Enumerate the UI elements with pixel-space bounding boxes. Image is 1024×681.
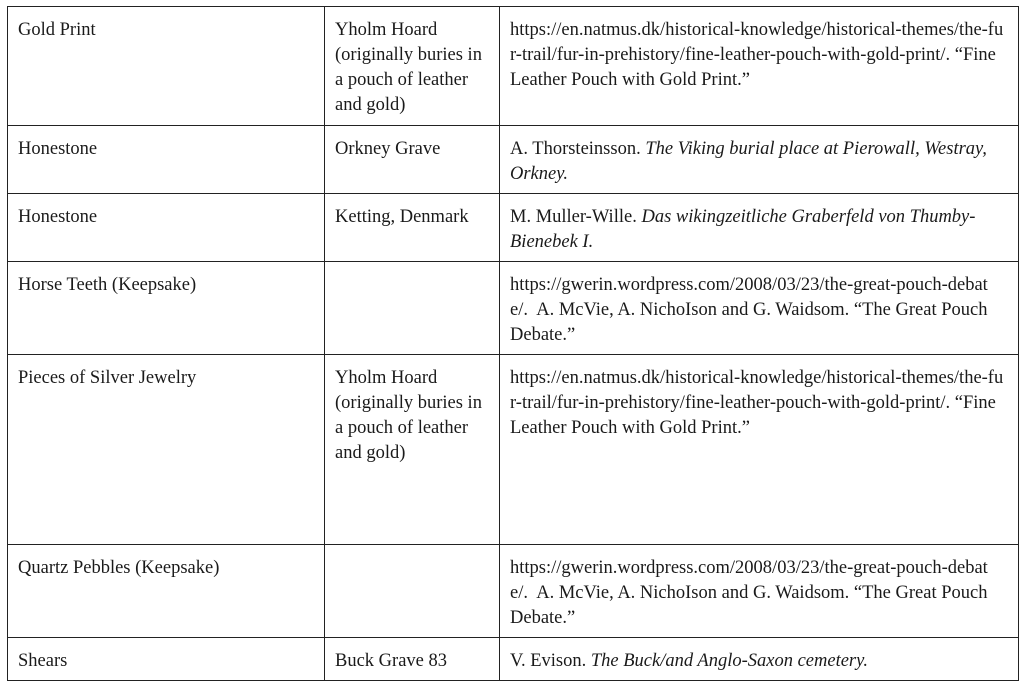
source-title: “The Great Pouch Debate.” bbox=[510, 583, 988, 628]
source-author: A. Thorsteinsson. bbox=[510, 139, 641, 159]
source-cell bbox=[500, 545, 1019, 638]
item-cell: Shears bbox=[8, 638, 325, 681]
location-cell bbox=[325, 262, 500, 355]
source-author: A. McVie, A. NichoIson and G. Waidsom. bbox=[536, 300, 850, 320]
source-title: “The Great Pouch Debate.” bbox=[510, 300, 988, 345]
location-cell: Yholm Hoard (originally buries in a pouch of leather and gold) bbox=[325, 7, 500, 126]
source-cell bbox=[500, 638, 1019, 681]
source-title: The Viking burial place at Pierowall, Westray, Orkney. bbox=[510, 139, 987, 184]
source-title: Das wikingzeitliche Graberfeld von Thumby-Bienebek I. bbox=[510, 207, 976, 252]
source-author: M. Muller-Wille. bbox=[510, 207, 637, 227]
references-table bbox=[7, 6, 1019, 681]
source-cell bbox=[500, 262, 1019, 355]
source-title: “Fine Leather Pouch with Gold Print.” bbox=[510, 393, 996, 438]
source-cell bbox=[500, 194, 1019, 262]
location-cell: Ketting, Denmark bbox=[325, 194, 500, 262]
table-row bbox=[8, 7, 1019, 126]
source-url: https://en.natmus.dk/historical-knowledge/historical-themes/the-fur-trail/fur-in-prehistory/fine-leather-pouch-with-gold-print/. bbox=[510, 20, 1004, 65]
item-cell: Honestone bbox=[8, 194, 325, 262]
item-cell: Horse Teeth (Keepsake) bbox=[8, 262, 325, 355]
location-cell: Yholm Hoard (originally buries in a pouch of leather and gold) bbox=[325, 355, 500, 545]
location-cell bbox=[325, 545, 500, 638]
table-row bbox=[8, 355, 1019, 545]
table-row bbox=[8, 545, 1019, 638]
source-author: V. Evison. bbox=[510, 651, 587, 671]
table-row bbox=[8, 194, 1019, 262]
source-url: https://gwerin.wordpress.com/2008/03/23/the-great-pouch-debate/. bbox=[510, 275, 988, 320]
location-cell: Buck Grave 83 bbox=[325, 638, 500, 681]
table-row bbox=[8, 638, 1019, 681]
item-cell: Quartz Pebbles (Keepsake) bbox=[8, 545, 325, 638]
source-cell bbox=[500, 355, 1019, 545]
source-title: “Fine Leather Pouch with Gold Print.” bbox=[510, 45, 996, 90]
item-cell: Honestone bbox=[8, 126, 325, 194]
source-title: The Buck/and Anglo-Saxon cemetery. bbox=[590, 651, 868, 671]
source-author: A. McVie, A. NichoIson and G. Waidsom. bbox=[536, 583, 850, 603]
table-row bbox=[8, 126, 1019, 194]
item-cell: Pieces of Silver Jewelry bbox=[8, 355, 325, 545]
source-cell bbox=[500, 7, 1019, 126]
source-url: https://gwerin.wordpress.com/2008/03/23/the-great-pouch-debate/. bbox=[510, 558, 988, 603]
location-cell: Orkney Grave bbox=[325, 126, 500, 194]
table-row bbox=[8, 262, 1019, 355]
item-cell: Gold Print bbox=[8, 7, 325, 126]
source-url: https://en.natmus.dk/historical-knowledge/historical-themes/the-fur-trail/fur-in-prehistory/fine-leather-pouch-with-gold-print/. bbox=[510, 368, 1004, 413]
source-cell bbox=[500, 126, 1019, 194]
